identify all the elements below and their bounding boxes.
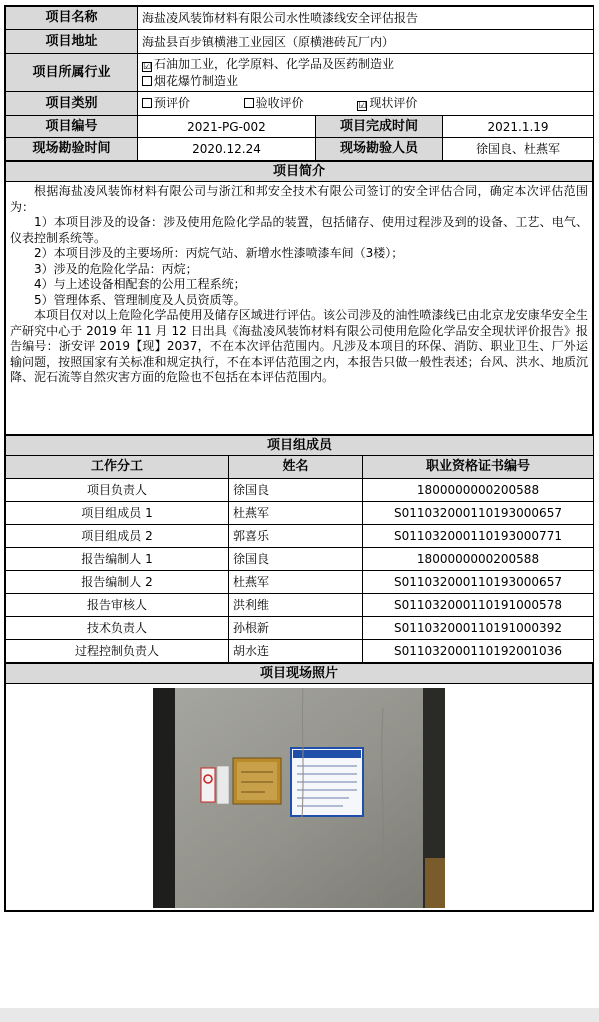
intro-paragraph: 3）涉及的危险化学品：丙烷； [34,261,198,276]
member-role: 项目组成员 2 [6,525,229,548]
member-name: 杜燕军 [229,571,363,594]
member-name: 徐国良 [229,548,363,571]
intro-paragraph: 本项目仅对以上危险化学品使用及储存区域进行评估。该公司涉及的油性喷漆线已由北京龙安康华安全生产研究中心于 2019 年 11 月 12 日出具《海盐凌风装饰材料有限公司使用危险化学品安全现状评价报告》报告编号：浙安评 2019【现】2037，不在本次评估范围内。凡涉及本项目的环保、消防、职业卫生、厂外运输问题，按照国家有关标准和规定执行，不在本评估范围之内，本报告只做一般性表述；台风、洪水、地质沉降、泥石流等自然灾害方面的危险也不包括在本评估范围内。 [10,308,588,384]
members-header-cert: 职业资格证书编号 [363,456,594,479]
photo-cell [6,684,593,911]
member-role: 报告编制人 1 [6,548,229,571]
members-header-name: 姓名 [229,456,363,479]
member-role: 技术负责人 [6,617,229,640]
project-category-label: 项目类别 [6,92,138,116]
member-cert: S011032000110192001036 [363,640,594,663]
member-role: 项目组成员 1 [6,502,229,525]
survey-time-value: 2020.12.24 [138,138,316,161]
intro-paragraph: 2）本项目涉及的主要场所：丙烷气站、新增水性漆喷漆车间（3楼）； [34,246,404,260]
project-address-value: 海盐县百步镇横港工业园区（原横港砖瓦厂内） [138,30,594,54]
project-name-label: 项目名称 [6,7,138,30]
site-photo-illustration [153,688,445,908]
member-cert: 1800000000200588 [363,479,594,502]
table-row [6,479,594,502]
unchecked-box-icon[interactable] [142,76,152,86]
project-finish-value: 2021.1.19 [443,116,594,138]
project-address-label: 项目地址 [6,30,138,54]
table-row [6,640,594,663]
member-cert: S011032000110191000392 [363,617,594,640]
member-role: 过程控制负责人 [6,640,229,663]
intro-paragraph: 5）管理体系、管理制度及人员资质等。 [34,292,246,307]
member-role: 报告审核人 [6,594,229,617]
evaluation-document [4,5,594,912]
site-photo [153,688,445,908]
member-name: 洪利维 [229,594,363,617]
member-name: 胡水连 [229,640,363,663]
survey-time-label: 现场勘验时间 [6,138,138,161]
member-name: 郭喜乐 [229,525,363,548]
table-row [6,502,594,525]
project-number-value: 2021-PG-002 [138,116,316,138]
unchecked-box-icon[interactable] [244,98,254,108]
unchecked-box-icon[interactable] [142,98,152,108]
checked-box-icon[interactable]: ☑ [358,101,367,111]
project-industry-options [138,54,594,92]
project-name-value: 海盐凌风装饰材料有限公司水性喷漆线安全评估报告 [138,7,594,30]
members-header-role: 工作分工 [6,456,229,479]
project-category-options [138,92,594,116]
members-title: 项目组成员 [6,436,594,456]
intro-title: 项目简介 [6,162,593,182]
industry-option-chemical: 石油加工业，化学原料、化学品及医药制造业 [154,56,395,71]
intro-paragraph: 根据海盐凌风装饰材料有限公司与浙江和邦安全技术有限公司签订的安全评估合同，确定本次评估范围为： [10,184,588,214]
member-cert: S011032000110193000657 [363,502,594,525]
category-option-current: 现状评价 [369,96,418,110]
member-name: 徐国良 [229,479,363,502]
table-row [6,594,594,617]
project-industry-label: 项目所属行业 [6,54,138,92]
member-name: 孙根新 [229,617,363,640]
survey-people-value: 徐国良、杜燕军 [443,138,594,161]
table-row [6,617,594,640]
members-table [5,435,594,663]
table-row [6,525,594,548]
project-info-table [5,6,594,161]
project-finish-label: 项目完成时间 [316,116,443,138]
member-cert: S011032000110193000771 [363,525,594,548]
industry-option-fireworks: 烟花爆竹制造业 [154,73,239,88]
bottom-scroll-bar[interactable] [0,1008,599,1022]
photo-table [5,663,593,911]
photo-title: 项目现场照片 [6,664,593,684]
member-role: 报告编制人 2 [6,571,229,594]
intro-paragraph: 1）本项目涉及的设备：涉及使用危险化学品的装置，包括储存、使用过程涉及到的设备、工艺、电气、仪表控制系统等。 [10,215,588,245]
category-option-acceptance: 验收评价 [255,96,304,110]
member-name: 杜燕军 [229,502,363,525]
intro-body [6,182,593,435]
project-intro-table [5,161,593,435]
table-row [6,548,594,571]
member-role: 项目负责人 [6,479,229,502]
member-cert: S011032000110193000657 [363,571,594,594]
checked-box-icon[interactable]: ☑ [143,61,152,72]
intro-paragraph: 4）与上述设备相配套的公用工程系统； [34,277,246,291]
category-option-pre: 预评价 [154,96,191,110]
table-row [6,571,594,594]
member-cert: S011032000110191000578 [363,594,594,617]
member-cert: 1800000000200588 [363,548,594,571]
survey-people-label: 现场勘验人员 [316,138,443,161]
project-number-label: 项目编号 [6,116,138,138]
